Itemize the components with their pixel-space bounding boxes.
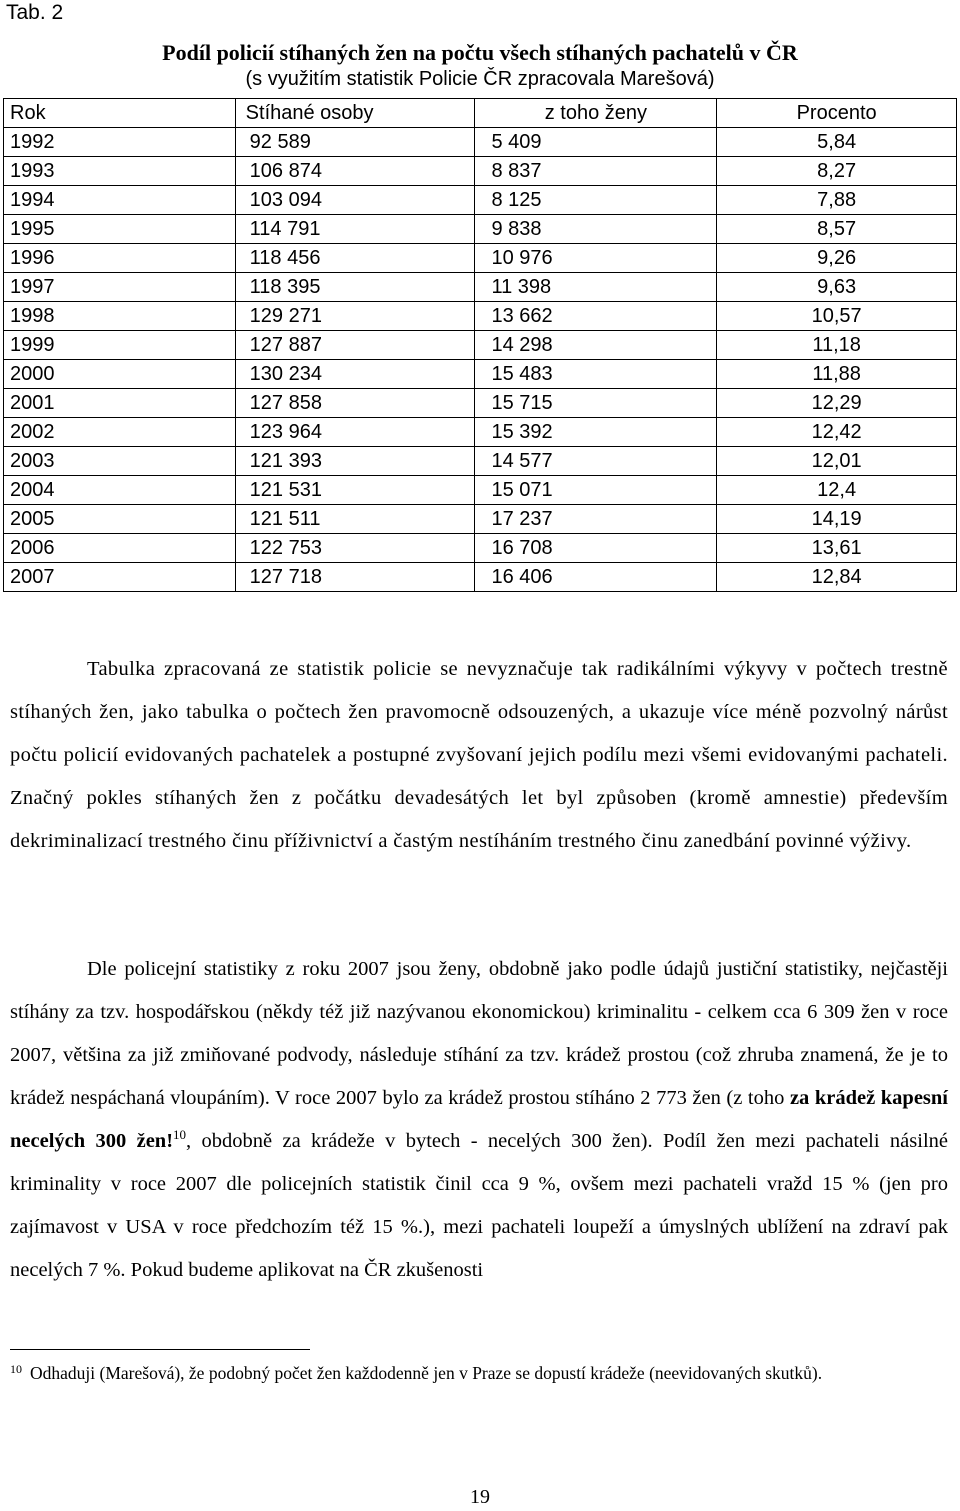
cell-women: 5 409: [475, 128, 717, 157]
cell-prosecuted: 127 858: [235, 389, 475, 418]
cell-prosecuted: 122 753: [235, 534, 475, 563]
cell-women: 11 398: [475, 273, 717, 302]
cell-percent: 10,57: [717, 302, 957, 331]
cell-prosecuted: 130 234: [235, 360, 475, 389]
cell-percent: 14,19: [717, 505, 957, 534]
cell-prosecuted: 121 393: [235, 447, 475, 476]
table-title: Podíl policií stíhaných žen na počtu všech stíhaných pachatelů v ČR: [162, 40, 798, 65]
cell-women: 14 577: [475, 447, 717, 476]
table-subtitle: (s využitím statistik Policie ČR zpracovala Marešová): [245, 68, 715, 90]
table-row: [4, 273, 957, 302]
cell-year: 1992: [4, 128, 236, 157]
cell-percent: 12,4: [717, 476, 957, 505]
table-row: [4, 418, 957, 447]
paragraph-2-text: [10, 948, 948, 1292]
cell-women: 9 838: [475, 215, 717, 244]
table-row: [4, 447, 957, 476]
table-row: [4, 186, 957, 215]
cell-prosecuted: 118 395: [235, 273, 475, 302]
cell-year: 2003: [4, 447, 236, 476]
cell-prosecuted: 127 887: [235, 331, 475, 360]
table-row: [4, 389, 957, 418]
footnote-reference[interactable]: 10: [173, 1127, 187, 1142]
cell-year: 2000: [4, 360, 236, 389]
header-percent: Procento: [717, 99, 957, 128]
cell-year: 2007: [4, 563, 236, 592]
cell-women: 13 662: [475, 302, 717, 331]
table-row: [4, 360, 957, 389]
cell-year: 1999: [4, 331, 236, 360]
page-number: 19: [470, 1486, 490, 1508]
cell-percent: 8,57: [717, 215, 957, 244]
cell-prosecuted: 129 271: [235, 302, 475, 331]
table-row: [4, 563, 957, 592]
cell-percent: 5,84: [717, 128, 957, 157]
cell-percent: 13,61: [717, 534, 957, 563]
header-year: Rok: [4, 99, 236, 128]
cell-percent: 12,29: [717, 389, 957, 418]
footnote-number: 10: [10, 1362, 22, 1376]
cell-year: 1996: [4, 244, 236, 273]
table-row: [4, 302, 957, 331]
cell-year: 2004: [4, 476, 236, 505]
cell-women: 15 483: [475, 360, 717, 389]
cell-women: 14 298: [475, 331, 717, 360]
cell-percent: 12,84: [717, 563, 957, 592]
cell-prosecuted: 106 874: [235, 157, 475, 186]
cell-prosecuted: 121 531: [235, 476, 475, 505]
cell-prosecuted: 103 094: [235, 186, 475, 215]
paragraph-table-commentary: [10, 648, 948, 863]
cell-women: 15 715: [475, 389, 717, 418]
cell-women: 16 406: [475, 563, 717, 592]
cell-year: 2005: [4, 505, 236, 534]
header-prosecuted: Stíhané osoby: [235, 99, 475, 128]
cell-women: 15 071: [475, 476, 717, 505]
cell-prosecuted: 114 791: [235, 215, 475, 244]
cell-women: 8 125: [475, 186, 717, 215]
table-row: [4, 244, 957, 273]
cell-women: 8 837: [475, 157, 717, 186]
cell-women: 10 976: [475, 244, 717, 273]
table-row: [4, 157, 957, 186]
table-row: [4, 534, 957, 563]
cell-percent: 12,42: [717, 418, 957, 447]
cell-percent: 9,26: [717, 244, 957, 273]
cell-percent: 9,63: [717, 273, 957, 302]
cell-year: 1997: [4, 273, 236, 302]
cell-percent: 8,27: [717, 157, 957, 186]
cell-year: 1998: [4, 302, 236, 331]
table-row: [4, 476, 957, 505]
footnote: [10, 1362, 930, 1385]
cell-women: 17 237: [475, 505, 717, 534]
paragraph-2-part1: Dle policejní statistiky z roku 2007 jsou ženy, obdobně jako podle údajů justiční statistiky, nejčastěji stíhány za tzv. hospodářskou (někdy též již nazývanou ekonomickou) kriminalitu - celkem cca 6 309 žen v roce 2007, většina za již zmiňované podvody, následuje stíhání za tzv. krádež prostou (což zhruba znamená, že je to krádež nespáchaná vloupáním). V roce 2007 bylo za krádež prostou stíháno 2 773 žen (z toho: [10, 958, 948, 1109]
cell-prosecuted: 121 511: [235, 505, 475, 534]
cell-prosecuted: 118 456: [235, 244, 475, 273]
cell-prosecuted: 127 718: [235, 563, 475, 592]
cell-year: 2001: [4, 389, 236, 418]
cell-percent: 12,01: [717, 447, 957, 476]
table-row: [4, 128, 957, 157]
paragraph-2-part2: , obdobně za krádeže v bytech - necelých 300 žen). Podíl žen mezi pachateli násilné kriminality v roce 2007 dle policejních statistik činil cca 9 %, ovšem mezi pachateli vražd 15 % (jen pro zajímavost v USA v roce předchozím též 15 %.), mezi pachateli loupeží a úmyslných ublížení na zdraví pak necelých 7 %. Pokud budeme aplikovat na ČR zkušenosti: [10, 1130, 948, 1281]
cell-year: 1993: [4, 157, 236, 186]
cell-prosecuted: 92 589: [235, 128, 475, 157]
statistics-table: [3, 98, 957, 592]
cell-percent: 11,18: [717, 331, 957, 360]
cell-women: 16 708: [475, 534, 717, 563]
paragraph-2-bold: za krádež kapesní necelých 300 žen!: [10, 1087, 948, 1152]
footnote-separator: [10, 1349, 310, 1350]
cell-year: 1994: [4, 186, 236, 215]
paragraph-police-statistics: [10, 948, 948, 1292]
cell-year: 1995: [4, 215, 236, 244]
table-label: Tab. 2: [6, 1, 64, 24]
cell-year: 2006: [4, 534, 236, 563]
table-header-row: [4, 99, 957, 128]
header-women: z toho ženy: [475, 99, 717, 128]
cell-year: 2002: [4, 418, 236, 447]
footnote-text: Odhaduji (Marešová), že podobný počet žen každodenně jen v Praze se dopustí krádeže (neevidovaných skutků).: [30, 1363, 823, 1383]
paragraph-1-text: Tabulka zpracovaná ze statistik policie se nevyznačuje tak radikálními výkyvy v počtech trestně stíhaných žen, jako tabulka o počtech žen pravomocně odsouzených, a ukazuje více méně pozvolný nárůst počtu policií evidovaných pachatelek a postupné zvyšovaní jejich podílu mezi všemi evidovanými pachateli. Značný pokles stíhaných žen z počátku devadesátých let byl způsoben (kromě amnestie) především dekriminalizací trestného činu příživnictví a častým nestíháním trestného činu zanedbání povinné výživy.: [10, 658, 948, 852]
cell-percent: 11,88: [717, 360, 957, 389]
cell-women: 15 392: [475, 418, 717, 447]
cell-percent: 7,88: [717, 186, 957, 215]
table-row: [4, 215, 957, 244]
table-row: [4, 505, 957, 534]
table-row: [4, 331, 957, 360]
cell-prosecuted: 123 964: [235, 418, 475, 447]
